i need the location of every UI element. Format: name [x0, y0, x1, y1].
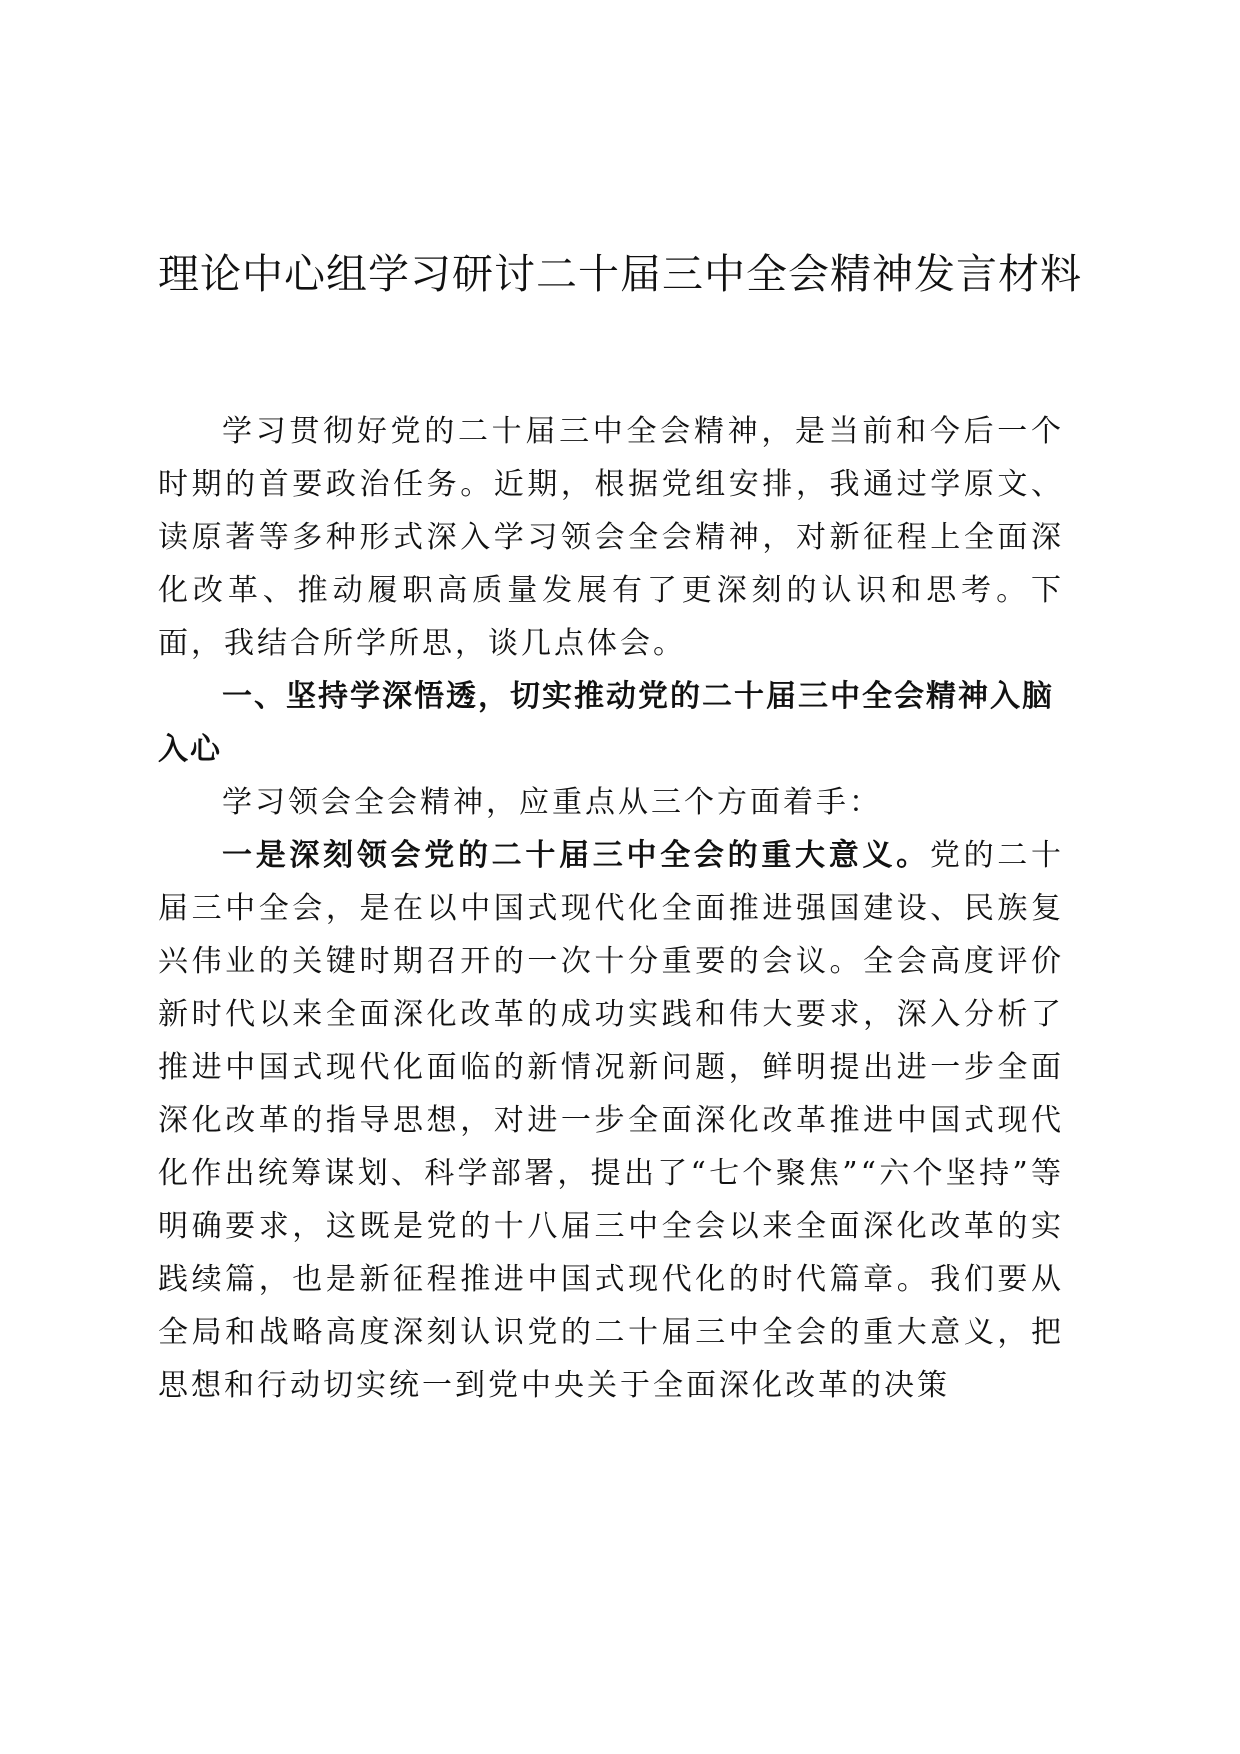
intro-paragraph: 学习贯彻好党的二十届三中全会精神，是当前和今后一个时期的首要政治任务。近期，根据党组安排，我通过学原文、读原著等多种形式深入学习领会全会精神，对新征程上全面深化改革、推动履职高质量发展有了更深刻的认识和思考。下面，我结合所学所思，谈几点体会。	[158, 414, 1064, 661]
point-1-text: 党的二十届三中全会，是在以中国式现代化全面推进强国建设、民族复兴伟业的关键时期召开的一次十分重要的会议。全会高度评价新时代以来全面深化改革的成功实践和伟大要求，深入分析了推进中国式现代化面临的新情况新问题，鲜明提出进一步全面深化改革的指导思想，对进一步全面深化改革推进中国式现代化作出统筹谋划、科学部署，提出了“七个聚焦”“六个坚持”等明确要求，这既是党的十八届三中全会以来全面深化改革的实践续篇，也是新征程推进中国式现代化的时代篇章。我们要从全局和战略高度深刻认识党的二十届三中全会的重大意义，把思想和行动切实统一到党中央关于全面深化改革的决策	[158, 838, 1064, 1403]
document-title: 理论中心组学习研讨二十届三中全会精神发言材料	[158, 250, 1082, 298]
document-body	[158, 405, 1064, 1412]
point-1-bold-lead: 一是深刻领会党的二十届三中全会的重大意义。	[222, 838, 930, 873]
section-1-lead-paragraph: 学习领会全会精神，应重点从三个方面着手：	[222, 785, 882, 820]
point-1-paragraph	[158, 829, 1064, 1412]
section-1-heading: 一、坚持学深悟透，切实推动党的二十届三中全会精神入脑入心	[158, 679, 1054, 767]
